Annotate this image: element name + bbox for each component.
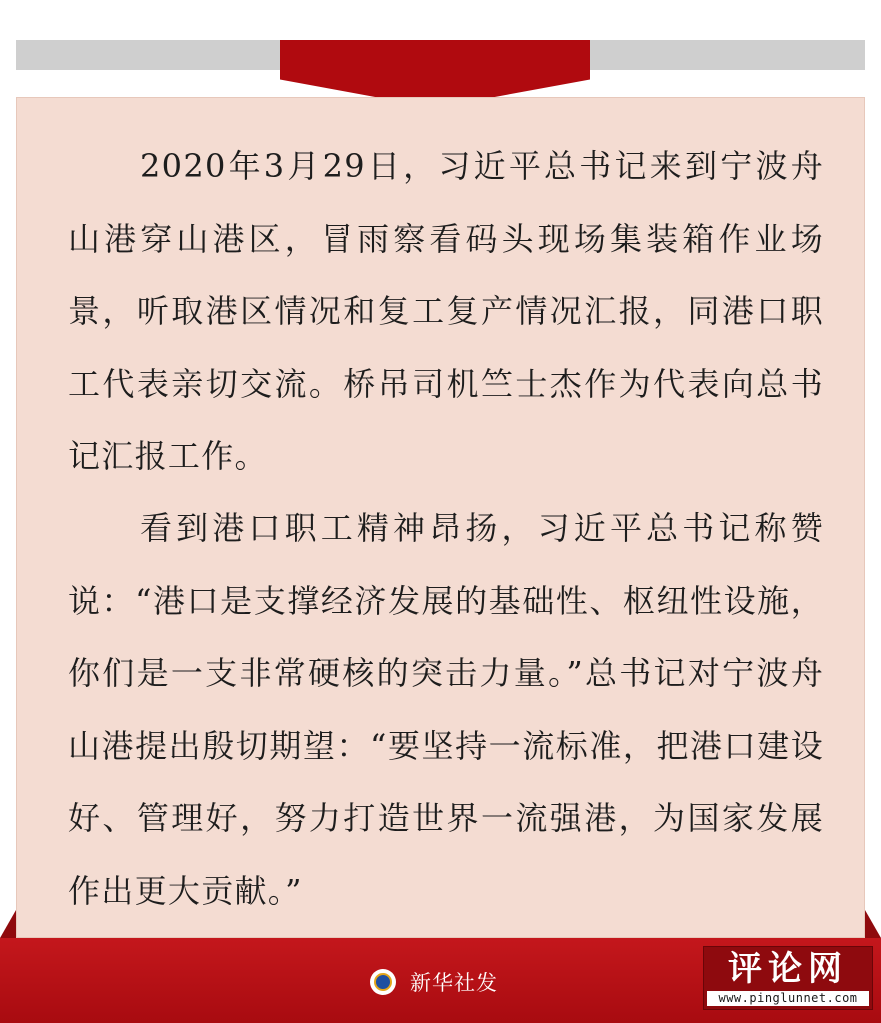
band-fold-right: [865, 910, 881, 938]
article-paragraph-2: 看到港口职工精神昂扬，习近平总书记称赞说：“港口是支撑经济发展的基础性、枢纽性设施，你们是一支非常硬核的突击力量。”总书记对宁波舟山港提出殷切期望：“要坚持一流标准，把港口建设好、管理好，努力打造世界一流强港，为国家发展作出更大贡献。”: [68, 509, 824, 910]
source-footer: [370, 966, 498, 998]
source-label: 新华社发: [410, 971, 498, 995]
band-fold-left: [0, 910, 16, 938]
article-paragraph-1: 2020年3月29日，习近平总书记来到宁波舟山港穿山港区，冒雨察看码头现场集装箱作业场景，听取港区情况和复工复产情况汇报，同港口职工代表亲切交流。桥吊司机竺士杰作为代表向总书记汇报工作。: [68, 147, 824, 475]
site-watermark: [703, 946, 873, 1010]
xinhua-logo-icon: [370, 969, 396, 995]
watermark-title: 评论网: [728, 949, 848, 989]
watermark-url: www.pinglunnet.com: [707, 991, 869, 1006]
